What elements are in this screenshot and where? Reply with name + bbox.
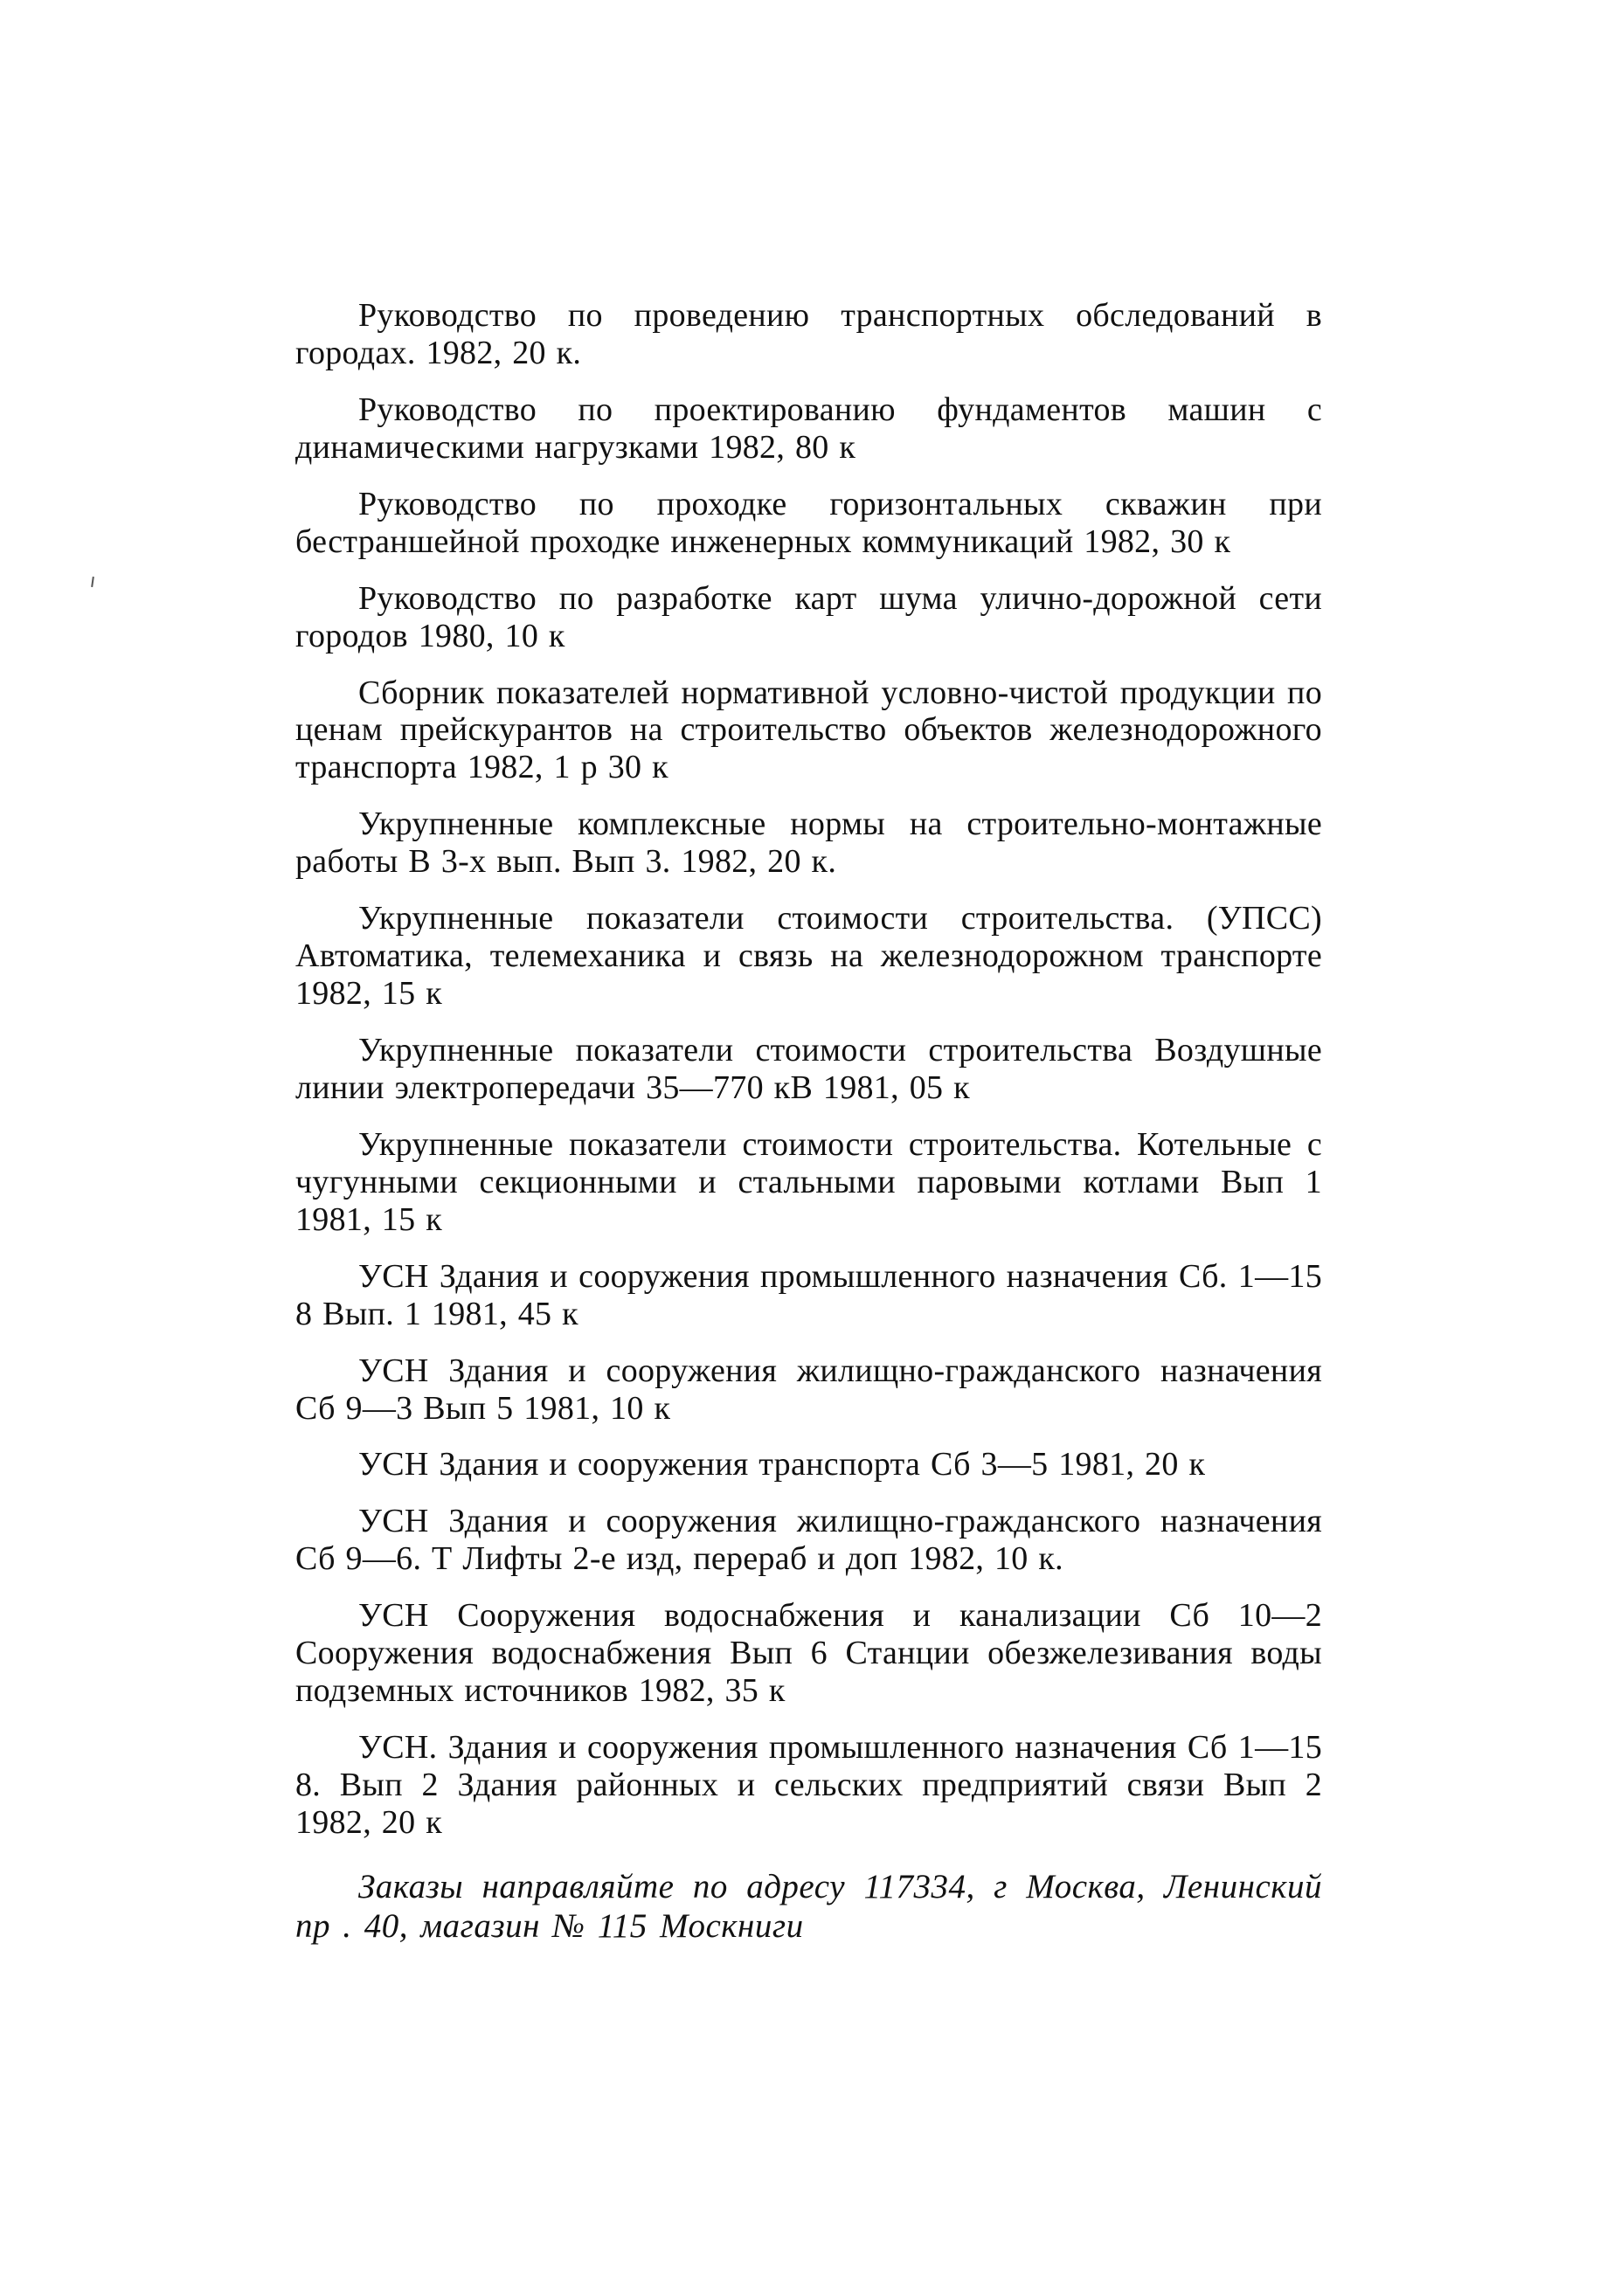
- list-item: УСН Сооружения водоснабжения и канализации Сб 10—2 Сооружения водоснабжения Вып 6 Станции обезжелезивания воды подземных источников 1982, 35 к: [295, 1597, 1322, 1710]
- publication-list: [295, 297, 1322, 1947]
- list-item: Руководство по проведению транспортных обследований в городах. 1982, 20 к.: [295, 297, 1322, 371]
- order-address-note: Заказы направляйте по адресу 117334, г Москва, Ленинский пр . 40, магазин № 115 Москниги: [295, 1867, 1322, 1945]
- list-item: Укрупненные показатели стоимости строительства. (УПСС) Автоматика, телемеханика и связь на железнодорожном транспорте 1982, 15 к: [295, 900, 1322, 1013]
- list-item: Руководство по разработке карт шума улично-дорожной сети городов 1980, 10 к: [295, 579, 1322, 654]
- list-item: УСН Здания и сооружения транспорта Сб 3—5 1981, 20 к: [358, 1446, 1206, 1483]
- list-item: УСН Здания и сооружения жилищно-гражданского назначения Сб 9—6. Т Лифты 2-е изд, перераб и доп 1982, 10 к.: [295, 1503, 1322, 1578]
- list-item: Руководство по проходке горизонтальных скважин при бестраншейной проходке инженерных коммуникаций 1982, 30 к: [295, 485, 1322, 560]
- list-item: Укрупненные показатели стоимости строительства. Котельные с чугунными секционными и стальными паровыми котлами Вып 1 1981, 15 к: [295, 1125, 1322, 1238]
- list-item: Укрупненные показатели стоимости строительства Воздушные линии электропередачи 35—770 кВ 1981, 05 к: [295, 1032, 1322, 1106]
- list-item: УСН Здания и сооружения промышленного назначения Сб. 1—15 8 Вып. 1 1981, 45 к: [295, 1257, 1322, 1332]
- list-item: УСН Здания и сооружения жилищно-гражданского назначения Сб 9—3 Вып 5 1981, 10 к: [295, 1352, 1322, 1427]
- stray-mark: [91, 577, 94, 587]
- list-item: УСН. Здания и сооружения промышленного назначения Сб 1—15 8. Вып 2 Здания районных и сельских предприятий связи Вып 2 1982, 20 к: [295, 1729, 1322, 1841]
- list-item: Укрупненные комплексные нормы на строительно-монтажные работы В 3-х вып. Вып 3. 1982, 20 к.: [295, 806, 1322, 881]
- list-item: Руководство по проектированию фундаментов машин с динамическими нагрузками 1982, 80 к: [295, 391, 1322, 466]
- list-item: Сборник показателей нормативной условно-чистой продукции по ценам прейскурантов на строительство объектов железнодорожного транспорта 1982, 1 р 30 к: [295, 674, 1322, 786]
